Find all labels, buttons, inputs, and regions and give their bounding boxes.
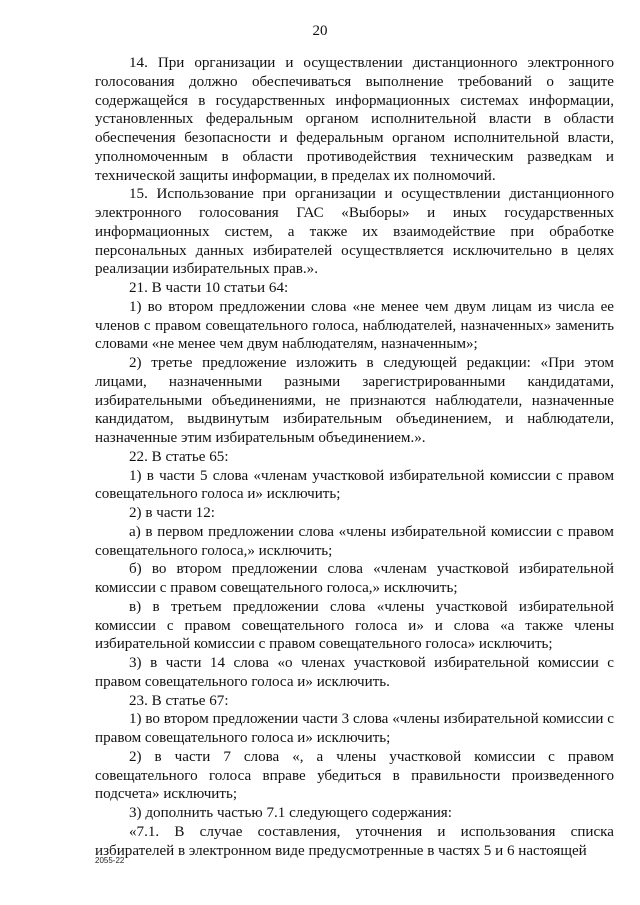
- paragraph: 2) в части 12:: [129, 505, 215, 521]
- paragraph: 23. В статье 67:: [129, 692, 229, 709]
- document-code: 2055-22: [95, 856, 125, 865]
- paragraph: 14. При организации и осуществлении дистанционного электронного голосования должно обеспечиваться выполнение требований о защите содержащейся в государственных информационных системах информации, установленных федеральным органом исполнительной власти в области обеспечения безопасности и федеральным органом исполнительной власти, уполномоченным в области противодействия техническим разведкам и технической защиты информации, в пределах их полномочий.: [95, 55, 614, 184]
- paragraph: 3) в части 14 слова «о членах участковой избирательной комиссии с правом совещательного голоса и» исключить.: [95, 655, 614, 690]
- paragraph: «7.1. В случае составления, уточнения и использования списка избирателей в электронном виде предусмотренные в частях 5 и 6 настоящей: [95, 823, 614, 859]
- paragraph: а) в первом предложении слова «члены избирательной комиссии с правом совещательного голоса,» исключить;: [95, 523, 614, 559]
- paragraph: 1) во втором предложении части 3 слова «члены избирательной комиссии с правом совещательного голоса и» исключить;: [95, 711, 614, 746]
- paragraph: 1) во втором предложении слова «не менее чем двум лицам из числа ее членов с правом совещательного голоса, наблюдателей, назначенных» заменить словами «не менее чем двум наблюдателям, назначенным»;: [95, 298, 614, 353]
- paragraph: 15. Использование при организации и осуществлении дистанционного электронного голосования ГАС «Выборы» и иных государственных информационных систем, а также их взаимодействие при обработке персональных данных избирателей осуществляется исключительно в целях реализации избирательных прав.».: [95, 186, 614, 278]
- document-body: [95, 54, 614, 860]
- paragraph: 22. В статье 65:: [129, 448, 229, 465]
- paragraph: 3) дополнить частью 7.1 следующего содержания:: [129, 805, 452, 821]
- page-number: 20: [312, 23, 328, 39]
- paragraph: в) в третьем предложении слова «члены участковой избирательной комиссии с правом совещательного голоса и» и слова «а также члены избирательной комиссии с правом совещательного голоса» исключить;: [95, 598, 614, 653]
- paragraph: 2) третье предложение изложить в следующей редакции: «При этом лицами, назначенными разными зарегистрированными кандидатами, избирательными объединениями, не признаются наблюдатели, назначенные кандидатом, выдвинутым избирательным объединением, и наблюдатели, назначенные этим избирательным объединением.».: [95, 355, 614, 446]
- paragraph: 21. В части 10 статьи 64:: [129, 280, 289, 296]
- paragraph: 2) в части 7 слова «, а члены участковой комиссии с правом совещательного голоса вправе убедиться в правильности произведенного подсчета» исключить;: [95, 748, 614, 803]
- paragraph: б) во втором предложении слова «членам участковой избирательной комиссии с правом совещательного голоса,» исключить;: [95, 561, 614, 596]
- paragraph: 1) в части 5 слова «членам участковой избирательной комиссии с правом совещательного голоса и» исключить;: [95, 467, 614, 503]
